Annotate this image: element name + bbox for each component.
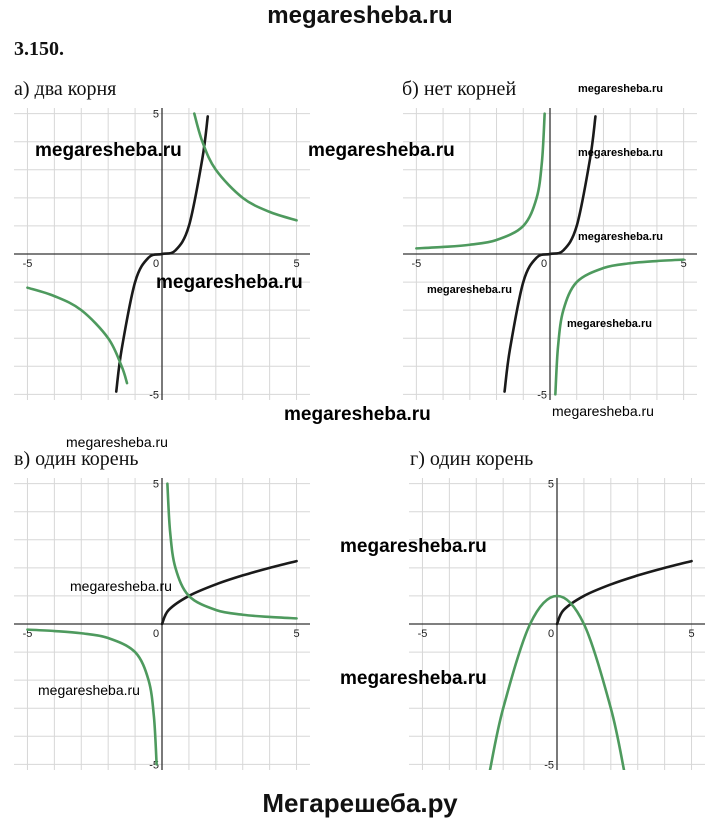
watermark: megaresheba.ru bbox=[340, 536, 487, 557]
black-sqrt-curve bbox=[162, 561, 297, 624]
y-tick-label: 5 bbox=[547, 478, 554, 491]
x-tick-label: 5 bbox=[680, 258, 687, 270]
watermark: megaresheba.ru bbox=[340, 668, 487, 689]
watermark: megaresheba.ru bbox=[38, 682, 140, 698]
x-tick-label: -5 bbox=[22, 258, 33, 270]
watermark: megaresheba.ru bbox=[427, 284, 512, 296]
black-sqrt-curve bbox=[557, 561, 692, 624]
chart-v bbox=[14, 478, 310, 770]
y-tick-label: -5 bbox=[149, 759, 159, 770]
watermark: megaresheba.ru bbox=[284, 404, 431, 425]
x-tick-label: 5 bbox=[293, 628, 300, 640]
x-tick-label: 0 bbox=[541, 258, 548, 270]
watermark: megaresheba.ru bbox=[156, 272, 303, 293]
x-tick-label: -5 bbox=[22, 628, 33, 640]
x-tick-label: 0 bbox=[548, 628, 555, 640]
watermark: megaresheba.ru bbox=[70, 578, 172, 594]
watermark: megaresheba.ru bbox=[578, 147, 663, 159]
problem-number: 3.150. bbox=[14, 38, 64, 60]
y-tick-label: 5 bbox=[152, 478, 159, 491]
watermark: megaresheba.ru bbox=[578, 83, 663, 95]
watermark: megaresheba.ru bbox=[308, 140, 455, 161]
x-tick-label: 5 bbox=[688, 628, 695, 640]
green-hyperbola-curve bbox=[194, 114, 296, 221]
green-hyperbola-curve bbox=[27, 288, 127, 383]
x-tick-label: 0 bbox=[153, 258, 160, 270]
y-tick-label: -5 bbox=[544, 759, 554, 770]
y-tick-label: -5 bbox=[149, 389, 159, 400]
site-footer: Мегарешеба.ру bbox=[262, 788, 458, 818]
chart-label-v: в) один корень bbox=[14, 448, 139, 470]
watermark: megaresheba.ru bbox=[578, 231, 663, 243]
y-tick-label: -5 bbox=[537, 389, 547, 400]
watermark: megaresheba.ru bbox=[35, 140, 182, 161]
x-tick-label: -5 bbox=[417, 628, 428, 640]
chart-label-a: а) два корня bbox=[14, 78, 117, 100]
green-hyperbola-curve bbox=[416, 114, 544, 249]
x-tick-label: 5 bbox=[293, 258, 300, 270]
site-header: megaresheba.ru bbox=[267, 2, 453, 29]
x-tick-label: -5 bbox=[411, 258, 422, 270]
chart-g bbox=[409, 478, 705, 770]
chart-label-g: г) один корень bbox=[410, 448, 534, 470]
watermark: megaresheba.ru bbox=[66, 434, 168, 450]
y-tick-label: 5 bbox=[152, 108, 159, 121]
chart-label-b: б) нет корней bbox=[402, 78, 517, 100]
x-tick-label: 0 bbox=[153, 628, 160, 640]
watermark: megaresheba.ru bbox=[552, 403, 654, 419]
watermark: megaresheba.ru bbox=[567, 318, 652, 330]
